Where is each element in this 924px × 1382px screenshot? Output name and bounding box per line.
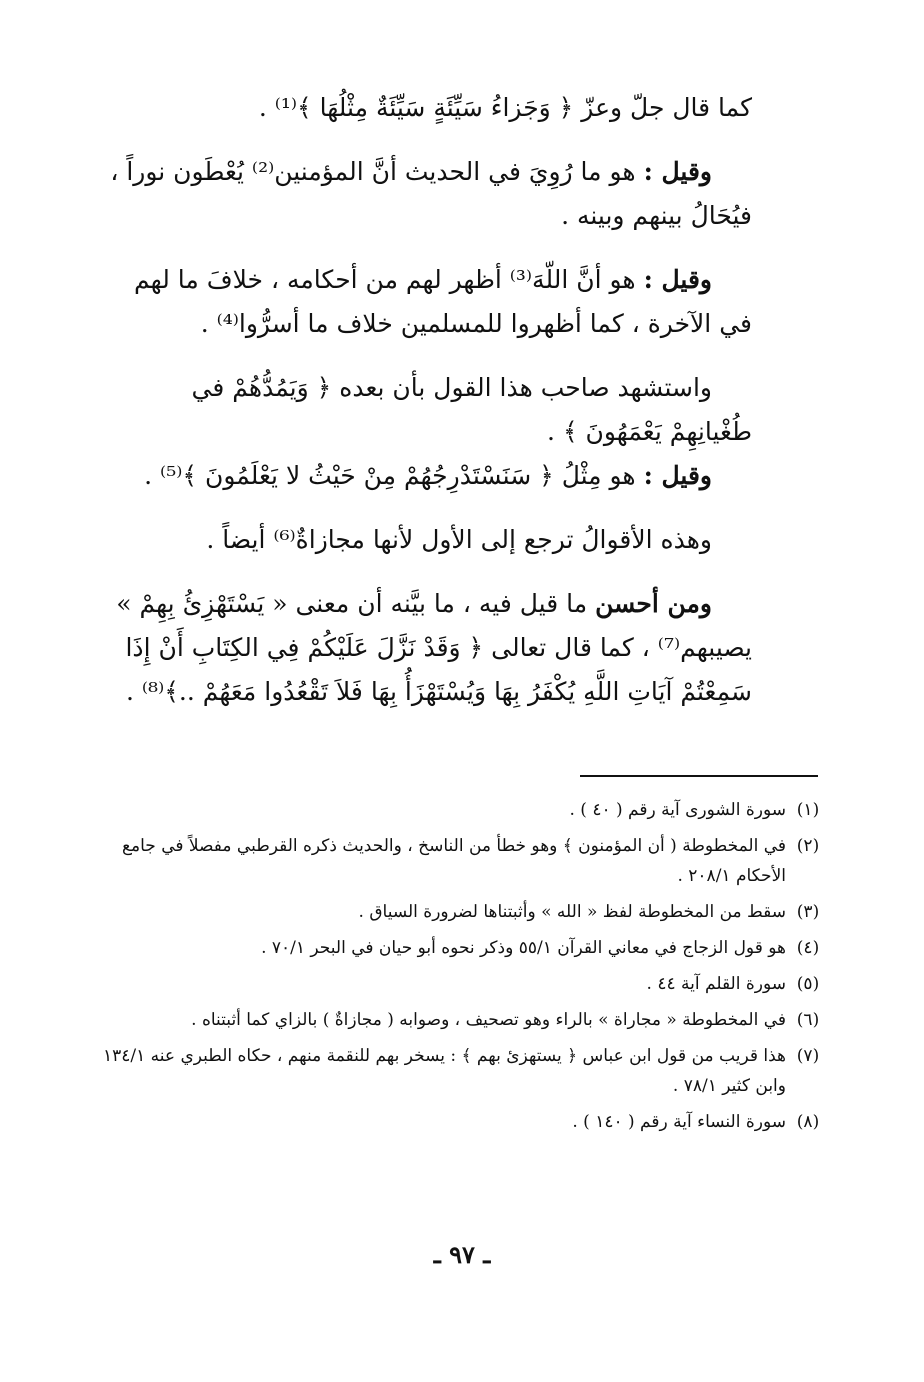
footnote-text: في المخطوطة ( أن المؤمنون ﴾ وهو خطأ من الناسخ ، والحديث ذكره القرطبي مفصلاً في جامع الأحكام ٢٠٨/١ .	[121, 836, 786, 886]
footnote-number: (٤)	[796, 938, 820, 958]
text-line-2	[110, 150, 752, 194]
footnote-number: (٦)	[796, 1010, 820, 1030]
text-line-11: يصيبهم⁽⁷⁾ ، كما قال تعالى ﴿ وَقَدْ نَزَّلَ عَلَيْكُمْ فِي الكِتَابِ أَنْ إِذَا	[125, 633, 752, 662]
footnote-text: في المخطوطة « مجاراة » بالراء وهو تصحيف ، وصوابه ( مجازاةٌ ) بالزاي كما أثبتناه .	[191, 1010, 786, 1030]
footnote-text: سورة القلم آية ٤٤ .	[646, 974, 786, 994]
text-line-4	[134, 258, 752, 302]
footnote-3	[86, 897, 830, 927]
bold-lead-2: وقيل :	[643, 265, 712, 294]
footnote-text: هو قول الزجاج في معاني القرآن ٥٥/١ وذكر نحوه أبو حيان في البحر ٧٠/١ .	[261, 938, 786, 958]
footnote-separator	[580, 775, 818, 777]
footnote-text: سورة الشورى آية رقم ( ٤٠ ) .	[569, 800, 786, 820]
text-line-8	[144, 454, 752, 498]
text-line-2-body: هو ما رُوِيَ في الحديث أنَّ المؤمنين⁽²⁾ يُعْطَون نوراً ،	[110, 157, 636, 186]
footnotes	[86, 795, 830, 1143]
footnote-7	[86, 1041, 830, 1101]
footnote-number: (٧)	[796, 1046, 820, 1066]
footnote-5	[86, 969, 830, 999]
text-line-10	[116, 582, 752, 626]
text-line-4-body: هو أنَّ اللّهَ⁽³⁾ أظهر لهم من أحكامه ، خلافَ ما لهم	[134, 265, 636, 294]
text-line-3: فيُحَالُ بينهم وبينه .	[561, 201, 752, 230]
text-line-1: كما قال جلّ وعزّ ﴿ وَجَزاءُ سَيِّئَةٍ سَيِّئَةٌ مِثْلُهَا ﴾⁽¹⁾ .	[258, 93, 752, 122]
text-line-12: سَمِعْتُمْ آيَاتِ اللَّهِ يُكْفَرُ بِهَا وَيُسْتَهْزَأُ بِهَا فَلاَ تَقْعُدُوا مَعَهُمْ ..﴾⁽⁸⁾ .	[126, 677, 752, 706]
footnote-6	[86, 1005, 830, 1035]
text-line-5: في الآخرة ، كما أظهروا للمسلمين خلاف ما أسرُّوا⁽⁴⁾ .	[200, 309, 752, 338]
footnote-2	[86, 831, 830, 891]
footnote-text: سقط من المخطوطة لفظ « الله » وأثبتناها لضرورة السياق .	[358, 902, 786, 922]
bold-lead-1: وقيل :	[643, 157, 712, 186]
footnote-number: (٨)	[796, 1112, 820, 1132]
footnote-text: هذا قريب من قول ابن عباس ﴿ يستهزئ بهم ﴾ : يسخر بهم للنقمة منهم ، حكاه الطبري عنه ١٣٤/١ وابن كثير ٧٨/١ .	[103, 1046, 786, 1096]
footnote-4	[86, 933, 830, 963]
footnote-number: (١)	[796, 800, 820, 820]
footnote-1	[86, 795, 830, 825]
text-line-9: وهذه الأقوالُ ترجع إلى الأول لأنها مجازاةٌ⁽⁶⁾ أيضاً .	[206, 525, 712, 554]
footnote-number: (٥)	[796, 974, 820, 994]
text-line-8-body: هو مِثْلُ ﴿ سَنَسْتَدْرِجُهُمْ مِنْ حَيْثُ لا يَعْلَمُونَ ﴾⁽⁵⁾ .	[144, 461, 636, 490]
main-text	[110, 86, 752, 714]
bold-lead-3: وقيل :	[643, 461, 712, 490]
text-line-6: واستشهد صاحب هذا القول بأن بعده ﴿ وَيَمُدُّهُمْ في	[191, 373, 712, 402]
text-line-10-body: ما قيل فيه ، ما بيَّنه أن معنى « يَسْتَهْزِئُ بِهِمْ »	[116, 589, 588, 618]
page-number: ـ ٩٧ ـ	[433, 1240, 491, 1269]
footnote-number: (٢)	[796, 836, 820, 856]
bold-lead-4: ومن أحسن	[595, 589, 712, 618]
footnote-number: (٣)	[796, 902, 820, 922]
footnote-text: سورة النساء آية رقم ( ١٤٠ ) .	[572, 1112, 786, 1132]
text-line-7: طُغْيانِهِمْ يَعْمَهُونَ ﴾ .	[547, 417, 752, 446]
footnote-8	[86, 1107, 830, 1137]
